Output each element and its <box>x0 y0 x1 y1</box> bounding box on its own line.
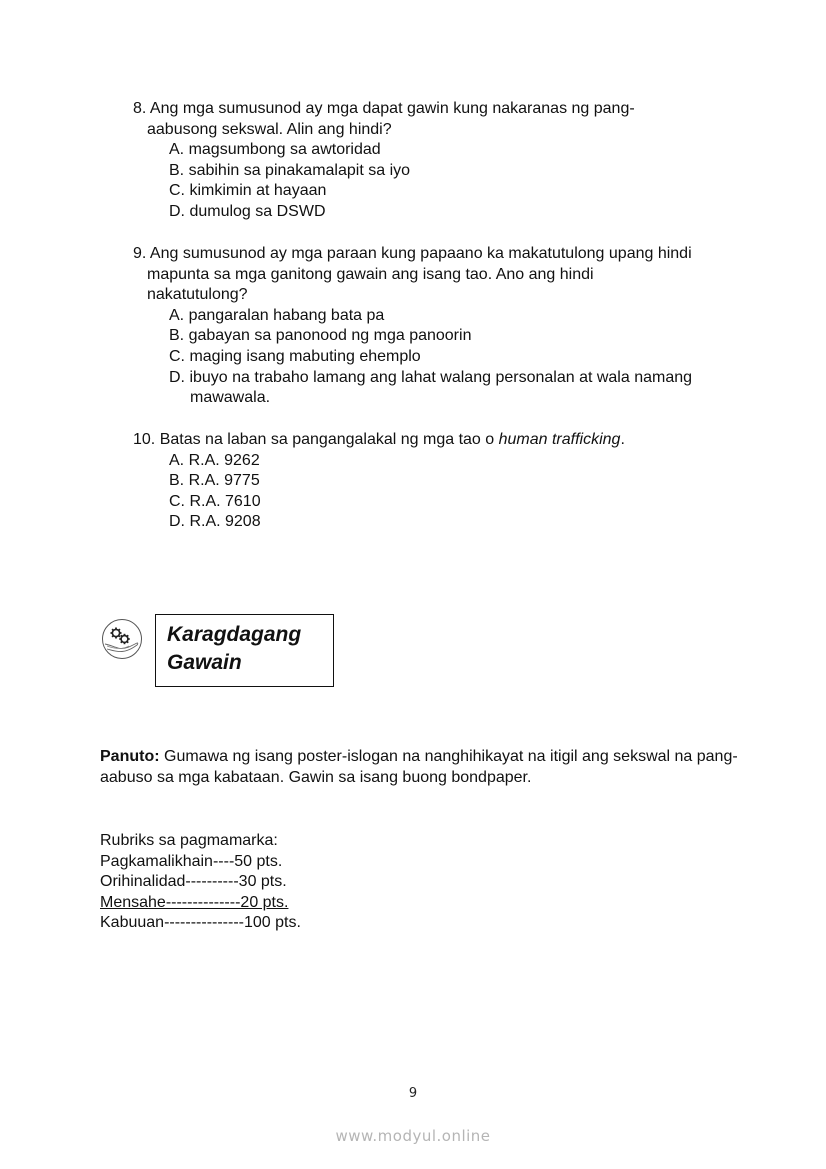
option-c: C. maging isang mabuting ehemplo <box>169 347 421 365</box>
instructions-label: Panuto: <box>100 748 160 765</box>
option-b: B. sabihin sa pinakamalapit sa iyo <box>169 161 411 179</box>
question-10-stem-italic: human trafficking <box>498 431 621 448</box>
instructions <box>100 746 740 788</box>
question-9-stem-line3: nakatutulong? <box>147 286 248 304</box>
question-10-stem-suffix: . <box>620 431 625 448</box>
page-number: 9 <box>408 1086 418 1101</box>
option-c: C. kimkimin at hayaan <box>169 182 327 200</box>
option-a: A. magsumbong sa awtoridad <box>169 141 381 159</box>
question-8-stem-line2: aabusong sekswal. Alin ang hindi? <box>147 120 392 138</box>
question-8-stem <box>133 99 733 140</box>
rubric-item-total: Kabuuan---------------100 pts. <box>100 914 301 932</box>
option-d: D. ibuyo na trabaho lamang ang lahat walang personalan at wala namang mawawala. <box>169 368 693 407</box>
instructions-text: Gumawa ng isang poster-islogan na nanghihikayat na itigil ang sekswal na pang-aabuso sa mga kabataan. Gawin sa isang buong bondpaper. <box>100 748 738 786</box>
question-8 <box>133 99 733 223</box>
option-d: D. R.A. 9208 <box>169 513 261 531</box>
rubric <box>100 831 301 934</box>
question-10 <box>133 430 733 533</box>
gears-in-hand-icon <box>101 618 143 660</box>
rubric-item-creativity: Pagkamalikhain----50 pts. <box>100 852 283 870</box>
question-9 <box>133 244 733 409</box>
option-c: C. R.A. 7610 <box>169 492 261 510</box>
option-b: B. gabayan sa panonood ng mga panoorin <box>169 327 472 345</box>
section-title-box <box>155 614 334 687</box>
section-title-line2: Gawain <box>167 651 242 674</box>
option-d: D. dumulog sa DSWD <box>169 202 326 220</box>
rubric-item-message: Mensahe--------------20 pts. <box>100 893 289 911</box>
option-b: B. R.A. 9775 <box>169 472 260 490</box>
question-8-options <box>133 140 733 222</box>
section-title-line1: Karagdagang <box>167 623 302 646</box>
question-9-options <box>133 306 733 409</box>
question-10-options <box>133 451 733 533</box>
option-a: A. pangaralan habang bata pa <box>169 306 385 324</box>
question-10-stem <box>133 430 733 451</box>
question-8-stem-line1: 8. Ang mga sumusunod ay mga dapat gawin kung nakaranas ng pang- <box>133 100 635 117</box>
watermark: www.modyul.online <box>335 1127 491 1145</box>
question-9-stem <box>133 244 733 306</box>
rubric-heading: Rubriks sa pagmamarka: <box>100 832 278 849</box>
question-9-stem-line1: 9. Ang sumusunod ay mga paraan kung papaano ka makatutulong upang hindi <box>133 245 692 262</box>
option-a: A. R.A. 9262 <box>169 451 260 469</box>
question-10-stem-text: 10. Batas na laban sa pangangalakal ng mga tao o <box>133 431 499 448</box>
question-9-stem-line2: mapunta sa mga ganitong gawain ang isang tao. Ano ang hindi <box>147 265 594 283</box>
rubric-item-originality: Orihinalidad----------30 pts. <box>100 873 287 891</box>
